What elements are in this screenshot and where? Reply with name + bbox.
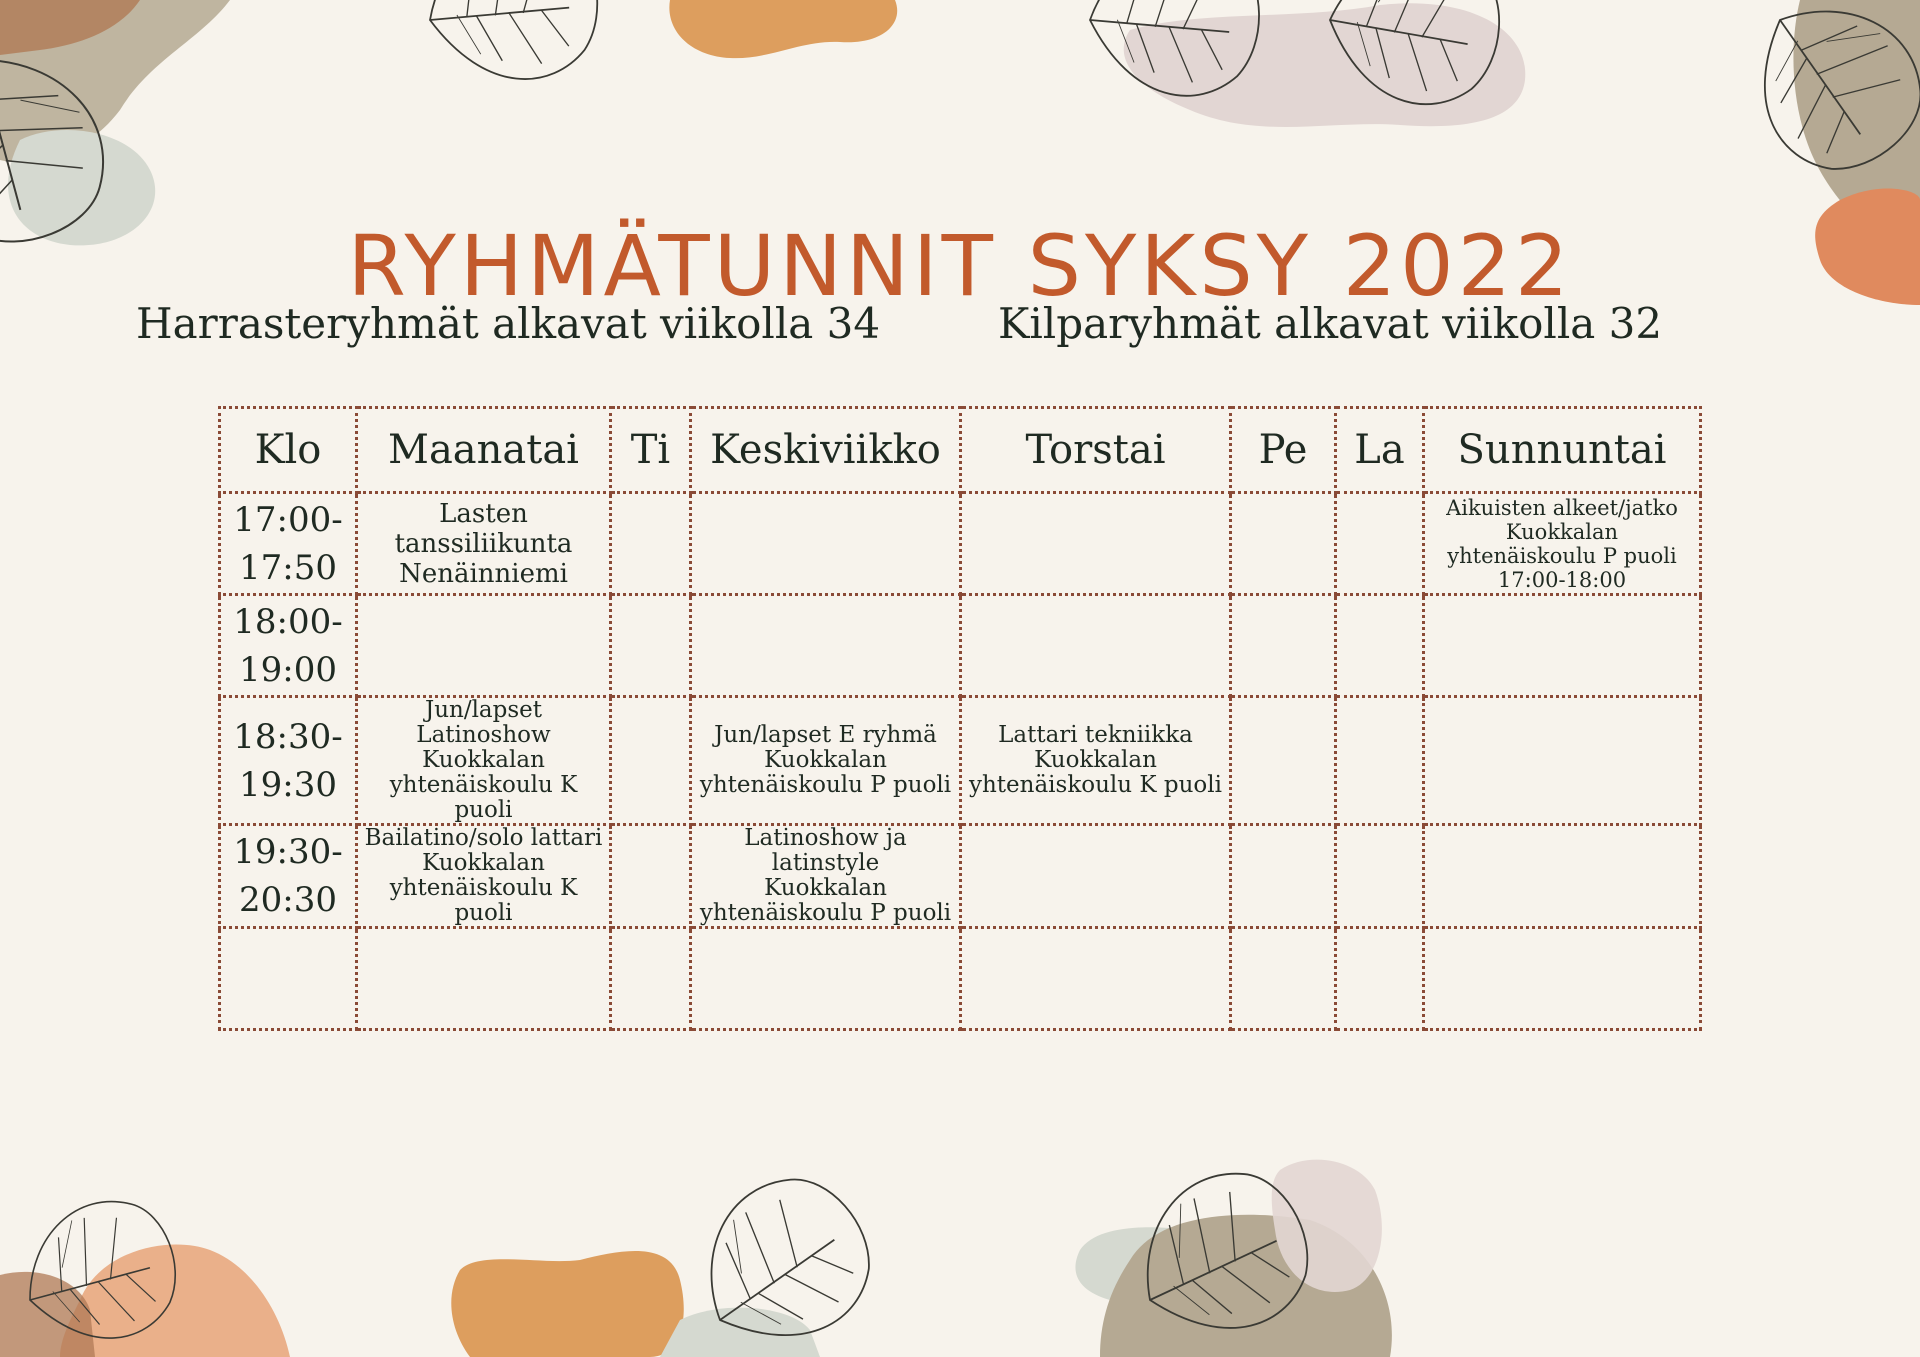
header-thursday: Torstai — [961, 408, 1231, 493]
header-tuesday: Ti — [611, 408, 691, 493]
class-location: yhtenäiskoulu P puoli — [699, 772, 952, 798]
time-end: 17:50 — [239, 547, 337, 588]
header-saturday: La — [1336, 408, 1424, 493]
class-detail: Kuokkalan — [764, 875, 887, 901]
saturday-cell — [1336, 825, 1424, 928]
monday-cell — [357, 595, 611, 697]
saturday-cell — [1336, 928, 1424, 1030]
class-detail: Kuokkalan — [422, 747, 545, 773]
class-name: Aikuisten alkeet/jatko — [1446, 495, 1678, 520]
class-location: yhtenäiskoulu K puoli — [968, 772, 1222, 798]
schedule-table — [218, 406, 1702, 1031]
monday-cell — [357, 825, 611, 928]
wednesday-cell — [691, 697, 961, 825]
saturday-cell — [1336, 697, 1424, 825]
header-wednesday: Keskiviikko — [691, 408, 961, 493]
header-row — [220, 408, 1701, 493]
monday-cell — [357, 697, 611, 825]
time-cell — [220, 595, 357, 697]
class-name: Lasten — [439, 498, 528, 529]
wednesday-cell — [691, 493, 961, 595]
sunday-cell — [1424, 928, 1701, 1030]
friday-cell — [1231, 697, 1336, 825]
class-name: Jun/lapset Latinoshow — [416, 697, 551, 748]
time-start: 17:00- — [233, 499, 343, 540]
friday-cell — [1231, 595, 1336, 697]
time-cell — [220, 493, 357, 595]
class-name: Bailatino/solo lattari — [364, 825, 603, 851]
tuesday-cell — [611, 595, 691, 697]
thursday-cell — [961, 825, 1231, 928]
table-row — [220, 493, 1701, 595]
page-title: RYHMÄTUNNIT SYKSY 2022 — [347, 217, 1573, 316]
class-detail: tanssiliikunta — [394, 528, 573, 559]
tuesday-cell — [611, 697, 691, 825]
wednesday-cell — [691, 928, 961, 1030]
monstera-leaf-icon — [409, 0, 620, 107]
table-row — [220, 928, 1701, 1030]
class-location: yhtenäiskoulu K puoli — [389, 772, 578, 823]
tuesday-cell — [611, 825, 691, 928]
header-sunday: Sunnuntai — [1424, 408, 1701, 493]
time-end: 19:00 — [239, 649, 337, 690]
friday-cell — [1231, 825, 1336, 928]
subtitle-competition-groups: Kilparyhmät alkavat viikolla 32 — [998, 299, 1663, 348]
class-detail: Kuokkalan — [422, 850, 545, 876]
table-row — [220, 595, 1701, 697]
saturday-cell — [1336, 595, 1424, 697]
time-end: 20:30 — [239, 880, 337, 920]
class-detail: Kuokkalan — [764, 747, 887, 773]
table-row — [220, 825, 1701, 928]
sunday-cell — [1424, 697, 1701, 825]
header-friday: Pe — [1231, 408, 1336, 493]
abstract-blob — [451, 1251, 683, 1357]
thursday-cell — [961, 697, 1231, 825]
class-detail: Kuokkalan — [1034, 747, 1157, 773]
table-row — [220, 697, 1701, 825]
saturday-cell — [1336, 493, 1424, 595]
class-name: Latinoshow ja latinstyle — [744, 825, 907, 876]
abstract-blob — [0, 0, 230, 245]
header-time: Klo — [220, 408, 357, 493]
class-location: Nenäinniemi — [399, 558, 568, 589]
time-start: 18:00- — [233, 601, 343, 642]
thursday-cell — [961, 493, 1231, 595]
monday-cell — [357, 493, 611, 595]
wednesday-cell — [691, 595, 961, 697]
subtitle-hobby-groups: Harrasteryhmät alkavat viikolla 34 — [136, 299, 881, 348]
abstract-blob — [1124, 3, 1526, 127]
time-end: 19:30 — [239, 764, 337, 805]
class-detail: Kuokkalan — [1505, 519, 1619, 544]
class-name: Lattari tekniikka — [998, 722, 1193, 748]
abstract-blob — [60, 1244, 290, 1357]
monday-cell — [357, 928, 611, 1030]
friday-cell — [1231, 493, 1336, 595]
class-location: yhtenäiskoulu K puoli — [389, 875, 578, 926]
time-start: 18:30- — [233, 716, 343, 757]
time-cell — [220, 697, 357, 825]
sunday-cell — [1424, 825, 1701, 928]
friday-cell — [1231, 928, 1336, 1030]
class-name: Jun/lapset E ryhmä — [714, 722, 937, 748]
sunday-cell — [1424, 493, 1701, 595]
thursday-cell — [961, 928, 1231, 1030]
class-location: yhtenäiskoulu P puoli — [699, 900, 952, 926]
thursday-cell — [961, 595, 1231, 697]
class-time: 17:00-18:00 — [1497, 567, 1627, 592]
time-cell — [220, 928, 357, 1030]
abstract-blob — [669, 0, 897, 58]
tuesday-cell — [611, 493, 691, 595]
tuesday-cell — [611, 928, 691, 1030]
time-cell — [220, 825, 357, 928]
sunday-cell — [1424, 595, 1701, 697]
header-monday: Maanatai — [357, 408, 611, 493]
class-location: yhtenäiskoulu P puoli — [1447, 543, 1677, 568]
wednesday-cell — [691, 825, 961, 928]
time-start: 19:30- — [233, 832, 343, 872]
